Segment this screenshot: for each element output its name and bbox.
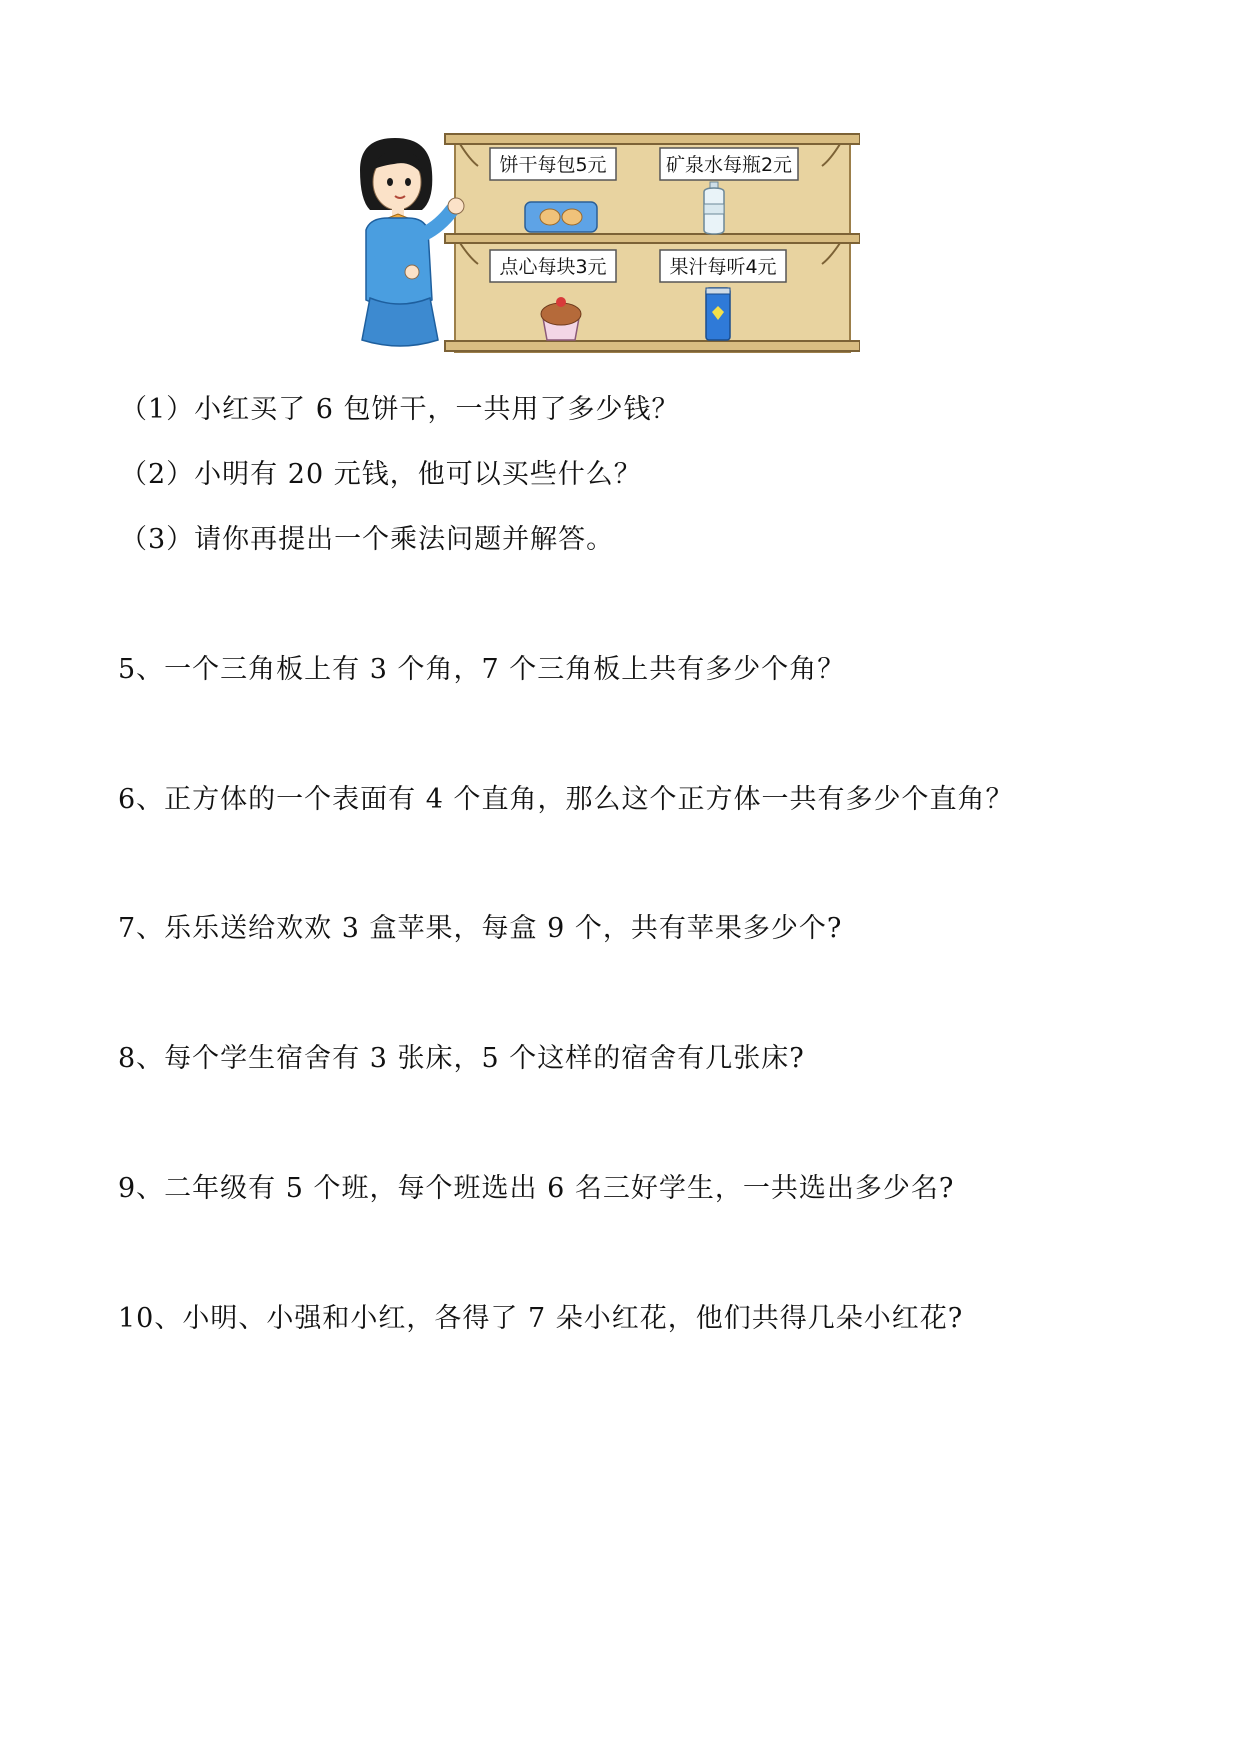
price-sign-water-text: 矿泉水每瓶2元 (665, 154, 793, 176)
price-sign-pastry-text: 点心每块3元 (499, 256, 607, 278)
problem4-part3: （3）请你再提出一个乘法问题并解答。 (120, 524, 615, 555)
problem-10: 10、小明、小强和小红，各得了 7 朵小红花，他们共得几朵小红花? (118, 1303, 964, 1334)
problem-7: 7、乐乐送给欢欢 3 盒苹果，每盒 9 个，共有苹果多少个? (118, 913, 843, 944)
biscuit-pack-icon (525, 202, 597, 232)
shelf-middle-board (445, 234, 860, 243)
price-sign-biscuit-text: 饼干每包5元 (499, 154, 607, 176)
problem-5: 5、一个三角板上有 3 个角，7 个三角板上共有多少个角？ (118, 654, 846, 685)
problem-8: 8、每个学生宿舍有 3 张床，5 个这样的宿舍有几张床? (118, 1043, 805, 1074)
shelf-top-board (445, 134, 860, 144)
water-bottle-icon (704, 182, 724, 234)
problem4-part1: （1）小红买了 6 包饼干，一共用了多少钱？ (120, 394, 680, 425)
problem-6: 6、正方体的一个表面有 4 个直角，那么这个正方体一共有多少个直角？ (118, 784, 1014, 815)
shelf-bottom-board (445, 341, 860, 351)
price-sign-juice-text: 果汁每听4元 (669, 256, 777, 278)
problem4-part2: （2）小明有 20 元钱，他可以买些什么？ (120, 459, 642, 490)
shop-shelf-illustration (360, 130, 860, 360)
problem-9: 9、二年级有 5 个班，每个班选出 6 名三好学生，一共选出多少名? (118, 1173, 955, 1204)
juice-can-icon (706, 288, 730, 340)
